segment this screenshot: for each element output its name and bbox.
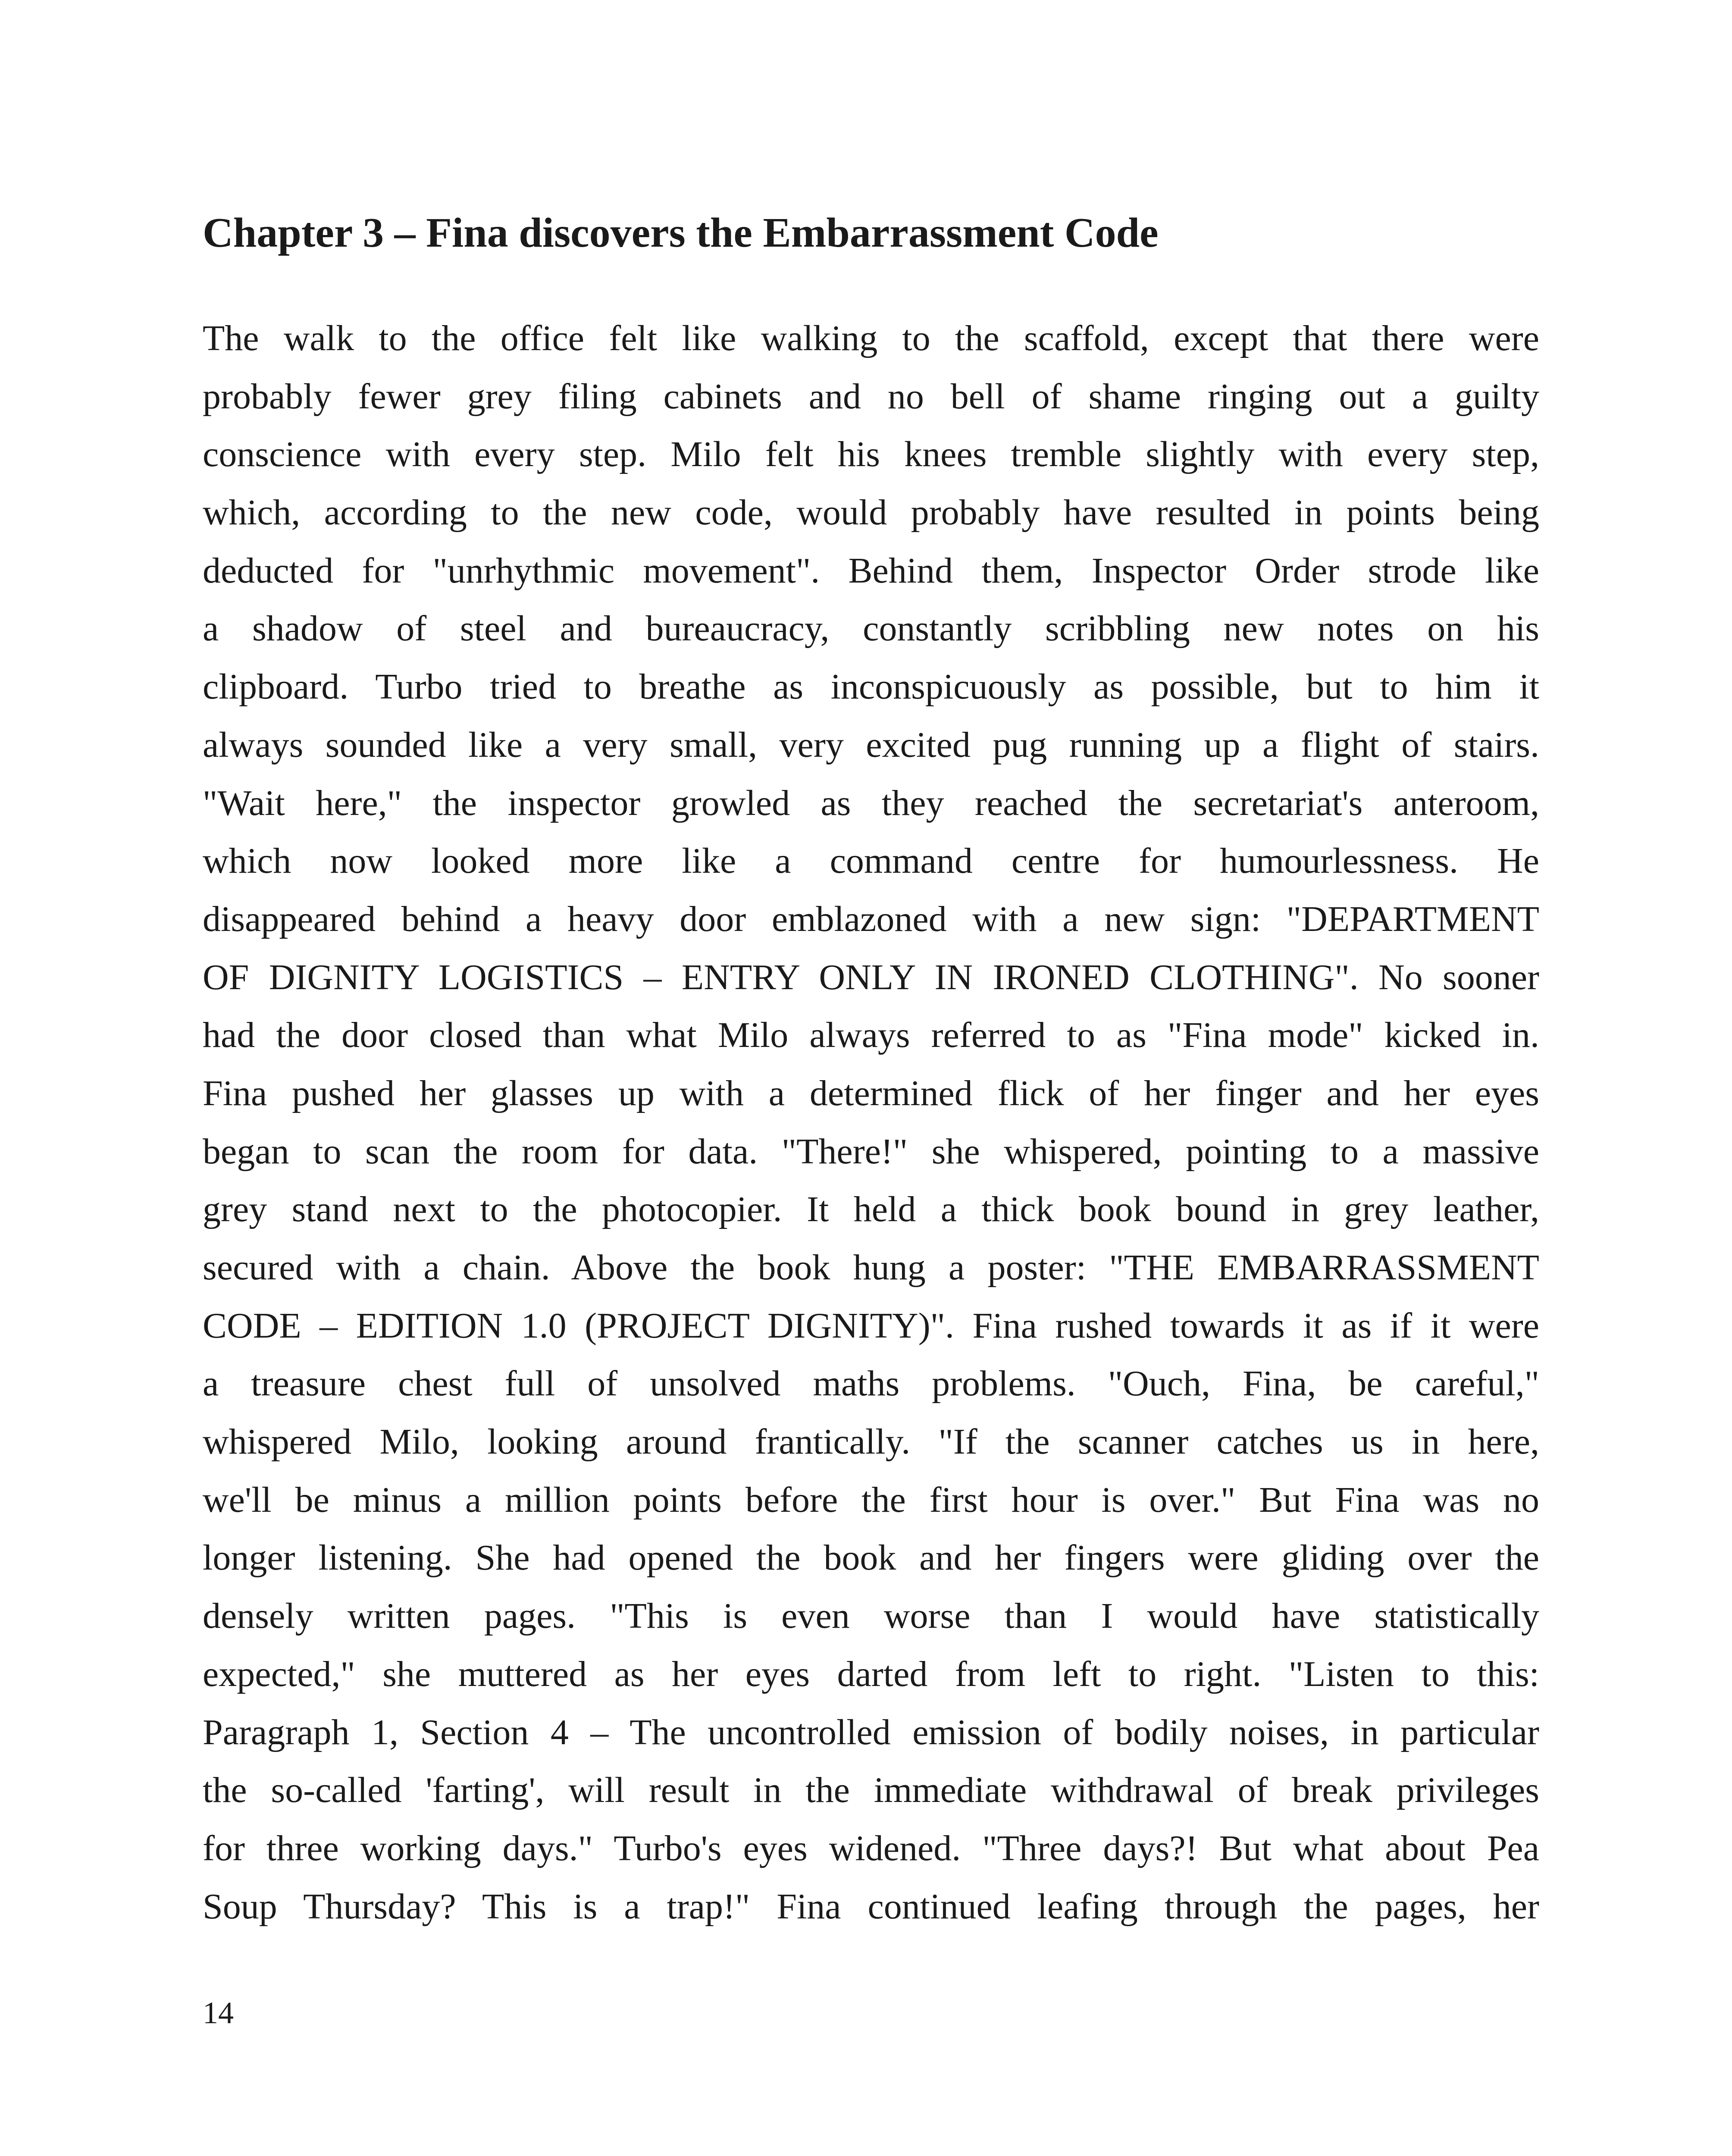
text-line: OF DIGNITY LOGISTICS – ENTRY ONLY IN IRONED CLOTHING". No sooner — [203, 957, 1539, 997]
text-line: Fina pushed her glasses up with a determined flick of her finger and her eyes — [203, 1073, 1539, 1113]
text-line: the so-called 'farting', will result in the immediate withdrawal of break privileges — [203, 1770, 1539, 1811]
page-number: 14 — [203, 1996, 234, 2030]
text-line: grey stand next to the photocopier. It held a thick book bound in grey leather, — [203, 1189, 1539, 1230]
text-line: which, according to the new code, would probably have resulted in points being — [203, 492, 1539, 533]
text-line: Soup Thursday? This is a trap!" Fina continued leafing through the pages, her — [203, 1886, 1539, 1927]
text-line: Paragraph 1, Section 4 – The uncontrolled emission of bodily noises, in particular — [203, 1712, 1539, 1752]
text-line: always sounded like a very small, very excited pug running up a flight of stairs. — [203, 724, 1539, 765]
text-line: which now looked more like a command centre for humourlessness. He — [203, 841, 1539, 881]
text-line: a shadow of steel and bureaucracy, constantly scribbling new notes on his — [203, 608, 1539, 649]
text-line: The walk to the office felt like walking to the scaffold, except that there were — [203, 318, 1539, 358]
text-line: for three working days." Turbo's eyes widened. "Three days?! But what about Pea — [203, 1828, 1539, 1868]
text-line: clipboard. Turbo tried to breathe as inconspicuously as possible, but to him it — [203, 667, 1539, 707]
text-line: secured with a chain. Above the book hung a poster: "THE EMBARRASSMENT — [203, 1247, 1539, 1288]
text-line: longer listening. She had opened the book and her fingers were gliding over the — [203, 1538, 1539, 1578]
text-line: probably fewer grey filing cabinets and no bell of shame ringing out a guilty — [203, 376, 1539, 417]
text-line: a treasure chest full of unsolved maths problems. "Ouch, Fina, be careful," — [203, 1363, 1539, 1404]
text-line: deducted for "unrhythmic movement". Behind them, Inspector Order strode like — [203, 550, 1539, 591]
text-line: densely written pages. "This is even worse than I would have statistically — [203, 1596, 1539, 1636]
text-line: CODE – EDITION 1.0 (PROJECT DIGNITY)". Fina rushed towards it as if it were — [203, 1305, 1539, 1346]
text-line: we'll be minus a million points before the first hour is over." But Fina was no — [203, 1479, 1539, 1520]
text-line: disappeared behind a heavy door emblazoned with a new sign: "DEPARTMENT — [203, 899, 1539, 939]
chapter-title: Chapter 3 – Fina discovers the Embarrassment Code — [203, 210, 1159, 256]
text-line: whispered Milo, looking around frantically. "If the scanner catches us in here, — [203, 1422, 1539, 1462]
text-line: "Wait here," the inspector growled as they reached the secretariat's anteroom, — [203, 783, 1539, 823]
body-paragraph — [203, 310, 1539, 1936]
text-line: conscience with every step. Milo felt his knees tremble slightly with every step, — [203, 434, 1539, 475]
text-line: expected," she muttered as her eyes darted from left to right. "Listen to this: — [203, 1654, 1539, 1694]
text-line: had the door closed than what Milo always referred to as "Fina mode" kicked in. — [203, 1015, 1539, 1056]
text-line: began to scan the room for data. "There!" she whispered, pointing to a massive — [203, 1131, 1539, 1172]
